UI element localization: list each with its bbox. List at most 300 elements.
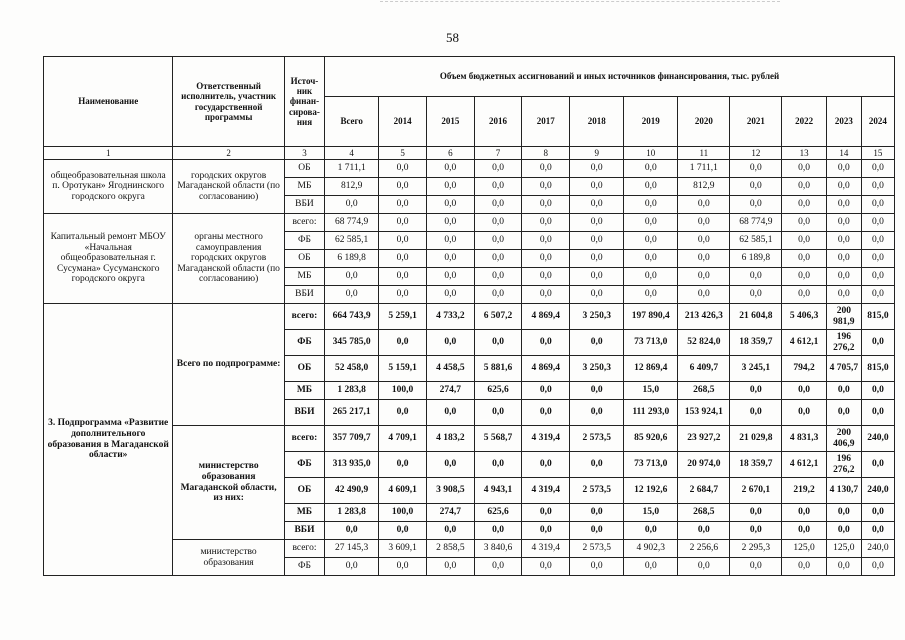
header-year-2016: 2016 bbox=[474, 97, 522, 147]
header-year-2024: 2024 bbox=[861, 97, 894, 147]
value-cell: 6 189,8 bbox=[325, 250, 379, 268]
value-cell: 625,6 bbox=[474, 504, 522, 522]
value-cell: 2 670,1 bbox=[730, 478, 782, 504]
value-cell: 15,0 bbox=[624, 382, 678, 400]
value-cell: 0,0 bbox=[730, 196, 782, 214]
value-cell: 12 192,6 bbox=[624, 478, 678, 504]
value-cell: 0,0 bbox=[730, 268, 782, 286]
value-cell: 240,0 bbox=[861, 426, 894, 452]
value-cell: 0,0 bbox=[861, 232, 894, 250]
value-cell: 0,0 bbox=[730, 178, 782, 196]
value-cell: 2 684,7 bbox=[678, 478, 730, 504]
value-cell: 0,0 bbox=[474, 522, 522, 540]
value-cell: 6 189,8 bbox=[730, 250, 782, 268]
value-cell: 0,0 bbox=[782, 268, 827, 286]
value-cell: 0,0 bbox=[325, 522, 379, 540]
budget-table bbox=[43, 56, 895, 576]
value-cell: 0,0 bbox=[474, 196, 522, 214]
value-cell: 0,0 bbox=[861, 214, 894, 232]
header-year-2018: 2018 bbox=[570, 97, 624, 147]
value-cell: 265 217,1 bbox=[325, 400, 379, 426]
subprogram-total-label: Всего по подпрограмме: bbox=[173, 304, 284, 426]
table-row bbox=[44, 304, 895, 330]
column-index-cell: 12 bbox=[730, 147, 782, 160]
value-cell: 12 869,4 bbox=[624, 356, 678, 382]
value-cell: 0,0 bbox=[782, 286, 827, 304]
value-cell: 0,0 bbox=[379, 196, 427, 214]
value-cell: 4 319,4 bbox=[522, 540, 570, 558]
value-cell: 4 943,1 bbox=[474, 478, 522, 504]
value-cell: 0,0 bbox=[861, 330, 894, 356]
source-cell: ОБ bbox=[284, 250, 324, 268]
value-cell: 0,0 bbox=[861, 400, 894, 426]
value-cell: 1 711,1 bbox=[678, 160, 730, 178]
value-cell: 5 159,1 bbox=[379, 356, 427, 382]
value-cell: 0,0 bbox=[826, 558, 861, 576]
header-total: Всего bbox=[325, 97, 379, 147]
source-cell: МБ bbox=[284, 504, 324, 522]
value-cell: 0,0 bbox=[474, 160, 522, 178]
value-cell: 0,0 bbox=[782, 522, 827, 540]
value-cell: 0,0 bbox=[474, 558, 522, 576]
value-cell: 0,0 bbox=[426, 452, 474, 478]
value-cell: 815,0 bbox=[861, 356, 894, 382]
value-cell: 0,0 bbox=[826, 178, 861, 196]
value-cell: 0,0 bbox=[379, 558, 427, 576]
value-cell: 0,0 bbox=[570, 286, 624, 304]
value-cell: 0,0 bbox=[782, 382, 827, 400]
value-cell: 6 409,7 bbox=[678, 356, 730, 382]
value-cell: 357 709,7 bbox=[325, 426, 379, 452]
value-cell: 0,0 bbox=[730, 400, 782, 426]
value-cell: 0,0 bbox=[379, 286, 427, 304]
value-cell: 313 935,0 bbox=[325, 452, 379, 478]
value-cell: 3 908,5 bbox=[426, 478, 474, 504]
value-cell: 27 145,3 bbox=[325, 540, 379, 558]
value-cell: 4 612,1 bbox=[782, 330, 827, 356]
value-cell: 0,0 bbox=[379, 232, 427, 250]
value-cell: 0,0 bbox=[861, 522, 894, 540]
value-cell: 0,0 bbox=[379, 330, 427, 356]
value-cell: 0,0 bbox=[570, 330, 624, 356]
value-cell: 0,0 bbox=[426, 558, 474, 576]
header-year-2022: 2022 bbox=[782, 97, 827, 147]
value-cell: 0,0 bbox=[522, 196, 570, 214]
value-cell: 812,9 bbox=[325, 178, 379, 196]
value-cell: 0,0 bbox=[624, 160, 678, 178]
header-year-2023: 2023 bbox=[826, 97, 861, 147]
value-cell: 0,0 bbox=[861, 504, 894, 522]
value-cell: 274,7 bbox=[426, 504, 474, 522]
value-cell: 4 609,1 bbox=[379, 478, 427, 504]
value-cell: 274,7 bbox=[426, 382, 474, 400]
value-cell: 0,0 bbox=[522, 452, 570, 478]
value-cell: 0,0 bbox=[570, 504, 624, 522]
value-cell: 21 029,8 bbox=[730, 426, 782, 452]
value-cell: 62 585,1 bbox=[730, 232, 782, 250]
value-cell: 4 612,1 bbox=[782, 452, 827, 478]
value-cell: 0,0 bbox=[522, 504, 570, 522]
value-cell: 125,0 bbox=[782, 540, 827, 558]
value-cell: 0,0 bbox=[730, 160, 782, 178]
value-cell: 0,0 bbox=[782, 504, 827, 522]
value-cell: 0,0 bbox=[826, 250, 861, 268]
value-cell: 125,0 bbox=[826, 540, 861, 558]
value-cell: 0,0 bbox=[678, 268, 730, 286]
value-cell: 3 840,6 bbox=[474, 540, 522, 558]
value-cell: 0,0 bbox=[474, 400, 522, 426]
value-cell: 5 406,3 bbox=[782, 304, 827, 330]
value-cell: 0,0 bbox=[426, 214, 474, 232]
value-cell: 219,2 bbox=[782, 478, 827, 504]
item-executor: органы местного самоуправления городских округов Магаданской области (по согласованию) bbox=[173, 214, 284, 304]
column-index-cell: 4 bbox=[325, 147, 379, 160]
value-cell: 0,0 bbox=[522, 330, 570, 356]
value-cell: 15,0 bbox=[624, 504, 678, 522]
value-cell: 18 359,7 bbox=[730, 452, 782, 478]
value-cell: 0,0 bbox=[522, 160, 570, 178]
value-cell: 0,0 bbox=[474, 214, 522, 232]
value-cell: 0,0 bbox=[861, 382, 894, 400]
value-cell: 100,0 bbox=[379, 504, 427, 522]
value-cell: 0,0 bbox=[379, 268, 427, 286]
source-cell: ФБ bbox=[284, 232, 324, 250]
header-year-2017: 2017 bbox=[522, 97, 570, 147]
value-cell: 2 573,5 bbox=[570, 478, 624, 504]
value-cell: 0,0 bbox=[325, 196, 379, 214]
ministry-label: министерство образования Магаданской области, из них: bbox=[173, 426, 284, 540]
value-cell: 2 256,6 bbox=[678, 540, 730, 558]
value-cell: 0,0 bbox=[570, 452, 624, 478]
column-index-cell: 6 bbox=[426, 147, 474, 160]
value-cell: 0,0 bbox=[624, 196, 678, 214]
value-cell: 0,0 bbox=[861, 196, 894, 214]
value-cell: 0,0 bbox=[570, 522, 624, 540]
value-cell: 0,0 bbox=[678, 196, 730, 214]
value-cell: 52 458,0 bbox=[325, 356, 379, 382]
value-cell: 0,0 bbox=[782, 196, 827, 214]
value-cell: 0,0 bbox=[782, 178, 827, 196]
value-cell: 0,0 bbox=[861, 250, 894, 268]
column-index-cell: 2 bbox=[173, 147, 284, 160]
item-name: общеобразовательная школа п. Оротукан» Ягоднинского городского округа bbox=[44, 160, 173, 214]
value-cell: 0,0 bbox=[861, 160, 894, 178]
source-cell: ФБ bbox=[284, 558, 324, 576]
header-year-2021: 2021 bbox=[730, 97, 782, 147]
value-cell: 0,0 bbox=[624, 268, 678, 286]
value-cell: 0,0 bbox=[782, 558, 827, 576]
source-cell: всего: bbox=[284, 304, 324, 330]
value-cell: 0,0 bbox=[474, 330, 522, 356]
value-cell: 0,0 bbox=[730, 558, 782, 576]
column-index-cell: 3 bbox=[284, 147, 324, 160]
value-cell: 73 713,0 bbox=[624, 330, 678, 356]
value-cell: 5 259,1 bbox=[379, 304, 427, 330]
value-cell: 0,0 bbox=[624, 558, 678, 576]
subprogram-name: 3. Подпрограмма «Развитие дополнительного образования в Магаданской области» bbox=[44, 304, 173, 576]
value-cell: 0,0 bbox=[624, 214, 678, 232]
value-cell: 0,0 bbox=[826, 160, 861, 178]
value-cell: 0,0 bbox=[570, 214, 624, 232]
value-cell: 0,0 bbox=[624, 522, 678, 540]
value-cell: 625,6 bbox=[474, 382, 522, 400]
table-row bbox=[44, 160, 895, 178]
value-cell: 0,0 bbox=[379, 160, 427, 178]
value-cell: 0,0 bbox=[522, 522, 570, 540]
value-cell: 268,5 bbox=[678, 382, 730, 400]
value-cell: 0,0 bbox=[782, 232, 827, 250]
value-cell: 0,0 bbox=[426, 400, 474, 426]
value-cell: 4 130,7 bbox=[826, 478, 861, 504]
value-cell: 345 785,0 bbox=[325, 330, 379, 356]
value-cell: 111 293,0 bbox=[624, 400, 678, 426]
value-cell: 0,0 bbox=[570, 160, 624, 178]
value-cell: 100,0 bbox=[379, 382, 427, 400]
header-executor: Ответственный исполнитель, участник государственной программы bbox=[173, 57, 284, 147]
value-cell: 0,0 bbox=[474, 268, 522, 286]
value-cell: 0,0 bbox=[522, 268, 570, 286]
value-cell: 0,0 bbox=[730, 382, 782, 400]
value-cell: 0,0 bbox=[782, 214, 827, 232]
value-cell: 0,0 bbox=[474, 178, 522, 196]
source-cell: всего: bbox=[284, 540, 324, 558]
value-cell: 0,0 bbox=[730, 286, 782, 304]
value-cell: 4 458,5 bbox=[426, 356, 474, 382]
value-cell: 21 604,8 bbox=[730, 304, 782, 330]
value-cell: 0,0 bbox=[570, 382, 624, 400]
value-cell: 0,0 bbox=[730, 522, 782, 540]
value-cell: 0,0 bbox=[782, 160, 827, 178]
column-index-cell: 8 bbox=[522, 147, 570, 160]
value-cell: 0,0 bbox=[861, 268, 894, 286]
value-cell: 0,0 bbox=[379, 400, 427, 426]
value-cell: 0,0 bbox=[426, 330, 474, 356]
value-cell: 0,0 bbox=[522, 178, 570, 196]
source-cell: всего: bbox=[284, 214, 324, 232]
source-cell: ВБИ bbox=[284, 196, 324, 214]
value-cell: 196 276,2 bbox=[826, 452, 861, 478]
value-cell: 0,0 bbox=[522, 382, 570, 400]
value-cell: 0,0 bbox=[522, 286, 570, 304]
value-cell: 18 359,7 bbox=[730, 330, 782, 356]
value-cell: 68 774,9 bbox=[730, 214, 782, 232]
value-cell: 213 426,3 bbox=[678, 304, 730, 330]
value-cell: 0,0 bbox=[570, 196, 624, 214]
value-cell: 0,0 bbox=[624, 250, 678, 268]
column-index-cell: 9 bbox=[570, 147, 624, 160]
header-name: Наименование bbox=[44, 57, 173, 147]
table-row bbox=[44, 214, 895, 232]
column-index-cell: 7 bbox=[474, 147, 522, 160]
source-cell: ВБИ bbox=[284, 400, 324, 426]
value-cell: 85 920,6 bbox=[624, 426, 678, 452]
value-cell: 0,0 bbox=[826, 522, 861, 540]
value-cell: 0,0 bbox=[826, 196, 861, 214]
value-cell: 794,2 bbox=[782, 356, 827, 382]
value-cell: 4 869,4 bbox=[522, 304, 570, 330]
item-name: Капитальный ремонт МБОУ «Начальная общеобразовательная г. Сусумана» Сусуманского городского округа bbox=[44, 214, 173, 304]
value-cell: 0,0 bbox=[379, 178, 427, 196]
value-cell: 0,0 bbox=[624, 286, 678, 304]
value-cell: 4 319,4 bbox=[522, 426, 570, 452]
value-cell: 52 824,0 bbox=[678, 330, 730, 356]
value-cell: 0,0 bbox=[426, 160, 474, 178]
value-cell: 0,0 bbox=[782, 250, 827, 268]
value-cell: 3 245,1 bbox=[730, 356, 782, 382]
value-cell: 23 927,2 bbox=[678, 426, 730, 452]
value-cell: 0,0 bbox=[678, 250, 730, 268]
value-cell: 0,0 bbox=[522, 400, 570, 426]
item-executor: городских округов Магаданской области (по согласованию) bbox=[173, 160, 284, 214]
value-cell: 0,0 bbox=[861, 286, 894, 304]
value-cell: 0,0 bbox=[624, 232, 678, 250]
value-cell: 0,0 bbox=[379, 522, 427, 540]
column-index-cell: 11 bbox=[678, 147, 730, 160]
value-cell: 5 881,6 bbox=[474, 356, 522, 382]
value-cell: 0,0 bbox=[325, 286, 379, 304]
header-year-2019: 2019 bbox=[624, 97, 678, 147]
value-cell: 0,0 bbox=[570, 400, 624, 426]
value-cell: 0,0 bbox=[826, 382, 861, 400]
value-cell: 3 250,3 bbox=[570, 304, 624, 330]
scan-top-edge bbox=[380, 1, 780, 4]
header-source: Источ-ник финан-сирова-ния bbox=[284, 57, 324, 147]
value-cell: 42 490,9 bbox=[325, 478, 379, 504]
value-cell: 0,0 bbox=[325, 268, 379, 286]
value-cell: 0,0 bbox=[522, 214, 570, 232]
value-cell: 0,0 bbox=[624, 178, 678, 196]
value-cell: 0,0 bbox=[861, 178, 894, 196]
source-cell: ВБИ bbox=[284, 522, 324, 540]
value-cell: 4 869,4 bbox=[522, 356, 570, 382]
value-cell: 0,0 bbox=[678, 522, 730, 540]
value-cell: 62 585,1 bbox=[325, 232, 379, 250]
value-cell: 812,9 bbox=[678, 178, 730, 196]
value-cell: 0,0 bbox=[379, 250, 427, 268]
value-cell: 0,0 bbox=[474, 250, 522, 268]
source-cell: ФБ bbox=[284, 330, 324, 356]
value-cell: 0,0 bbox=[325, 558, 379, 576]
value-cell: 0,0 bbox=[570, 232, 624, 250]
value-cell: 2 858,5 bbox=[426, 540, 474, 558]
value-cell: 0,0 bbox=[861, 558, 894, 576]
value-cell: 73 713,0 bbox=[624, 452, 678, 478]
source-cell: МБ bbox=[284, 382, 324, 400]
value-cell: 3 609,1 bbox=[379, 540, 427, 558]
source-cell: МБ bbox=[284, 178, 324, 196]
value-cell: 1 283,8 bbox=[325, 504, 379, 522]
value-cell: 0,0 bbox=[426, 232, 474, 250]
value-cell: 200 981,9 bbox=[826, 304, 861, 330]
column-index-cell: 13 bbox=[782, 147, 827, 160]
value-cell: 2 295,3 bbox=[730, 540, 782, 558]
value-cell: 0,0 bbox=[826, 214, 861, 232]
value-cell: 0,0 bbox=[522, 232, 570, 250]
column-index-cell: 1 bbox=[44, 147, 173, 160]
value-cell: 0,0 bbox=[861, 452, 894, 478]
value-cell: 0,0 bbox=[426, 522, 474, 540]
column-index-cell: 14 bbox=[826, 147, 861, 160]
source-cell: ВБИ bbox=[284, 286, 324, 304]
value-cell: 6 507,2 bbox=[474, 304, 522, 330]
value-cell: 4 319,4 bbox=[522, 478, 570, 504]
value-cell: 0,0 bbox=[570, 558, 624, 576]
value-cell: 0,0 bbox=[426, 268, 474, 286]
value-cell: 0,0 bbox=[678, 286, 730, 304]
value-cell: 0,0 bbox=[826, 286, 861, 304]
value-cell: 268,5 bbox=[678, 504, 730, 522]
header-volume: Объем бюджетных ассигнований и иных источников финансирования, тыс. рублей bbox=[325, 57, 895, 97]
source-cell: ФБ bbox=[284, 452, 324, 478]
value-cell: 3 250,3 bbox=[570, 356, 624, 382]
value-cell: 68 774,9 bbox=[325, 214, 379, 232]
value-cell: 200 406,9 bbox=[826, 426, 861, 452]
value-cell: 0,0 bbox=[570, 268, 624, 286]
value-cell: 5 568,7 bbox=[474, 426, 522, 452]
value-cell: 0,0 bbox=[426, 250, 474, 268]
value-cell: 0,0 bbox=[730, 504, 782, 522]
value-cell: 0,0 bbox=[474, 452, 522, 478]
value-cell: 0,0 bbox=[678, 558, 730, 576]
column-index-cell: 10 bbox=[624, 147, 678, 160]
value-cell: 0,0 bbox=[678, 214, 730, 232]
value-cell: 240,0 bbox=[861, 540, 894, 558]
value-cell: 4 183,2 bbox=[426, 426, 474, 452]
column-index-cell: 5 bbox=[379, 147, 427, 160]
source-cell: МБ bbox=[284, 268, 324, 286]
value-cell: 0,0 bbox=[474, 232, 522, 250]
source-cell: ОБ bbox=[284, 160, 324, 178]
value-cell: 0,0 bbox=[826, 400, 861, 426]
value-cell: 0,0 bbox=[678, 232, 730, 250]
value-cell: 0,0 bbox=[570, 250, 624, 268]
value-cell: 0,0 bbox=[570, 178, 624, 196]
ministry2-label: министерство образования bbox=[173, 540, 284, 576]
source-cell: ОБ bbox=[284, 478, 324, 504]
value-cell: 0,0 bbox=[426, 286, 474, 304]
value-cell: 4 902,3 bbox=[624, 540, 678, 558]
value-cell: 0,0 bbox=[522, 558, 570, 576]
value-cell: 153 924,1 bbox=[678, 400, 730, 426]
value-cell: 815,0 bbox=[861, 304, 894, 330]
value-cell: 0,0 bbox=[426, 196, 474, 214]
value-cell: 4 831,3 bbox=[782, 426, 827, 452]
value-cell: 0,0 bbox=[826, 232, 861, 250]
value-cell: 2 573,5 bbox=[570, 426, 624, 452]
value-cell: 0,0 bbox=[826, 504, 861, 522]
value-cell: 197 890,4 bbox=[624, 304, 678, 330]
value-cell: 0,0 bbox=[782, 400, 827, 426]
header-year-2020: 2020 bbox=[678, 97, 730, 147]
header-year-2015: 2015 bbox=[426, 97, 474, 147]
value-cell: 0,0 bbox=[379, 452, 427, 478]
value-cell: 0,0 bbox=[379, 214, 427, 232]
value-cell: 4 733,2 bbox=[426, 304, 474, 330]
source-cell: ОБ bbox=[284, 356, 324, 382]
value-cell: 0,0 bbox=[474, 286, 522, 304]
page-number: 58 bbox=[446, 30, 459, 45]
value-cell: 20 974,0 bbox=[678, 452, 730, 478]
header-year-2014: 2014 bbox=[379, 97, 427, 147]
value-cell: 0,0 bbox=[826, 268, 861, 286]
value-cell: 2 573,5 bbox=[570, 540, 624, 558]
value-cell: 1 283,8 bbox=[325, 382, 379, 400]
value-cell: 240,0 bbox=[861, 478, 894, 504]
value-cell: 4 705,7 bbox=[826, 356, 861, 382]
value-cell: 4 709,1 bbox=[379, 426, 427, 452]
value-cell: 1 711,1 bbox=[325, 160, 379, 178]
value-cell: 664 743,9 bbox=[325, 304, 379, 330]
